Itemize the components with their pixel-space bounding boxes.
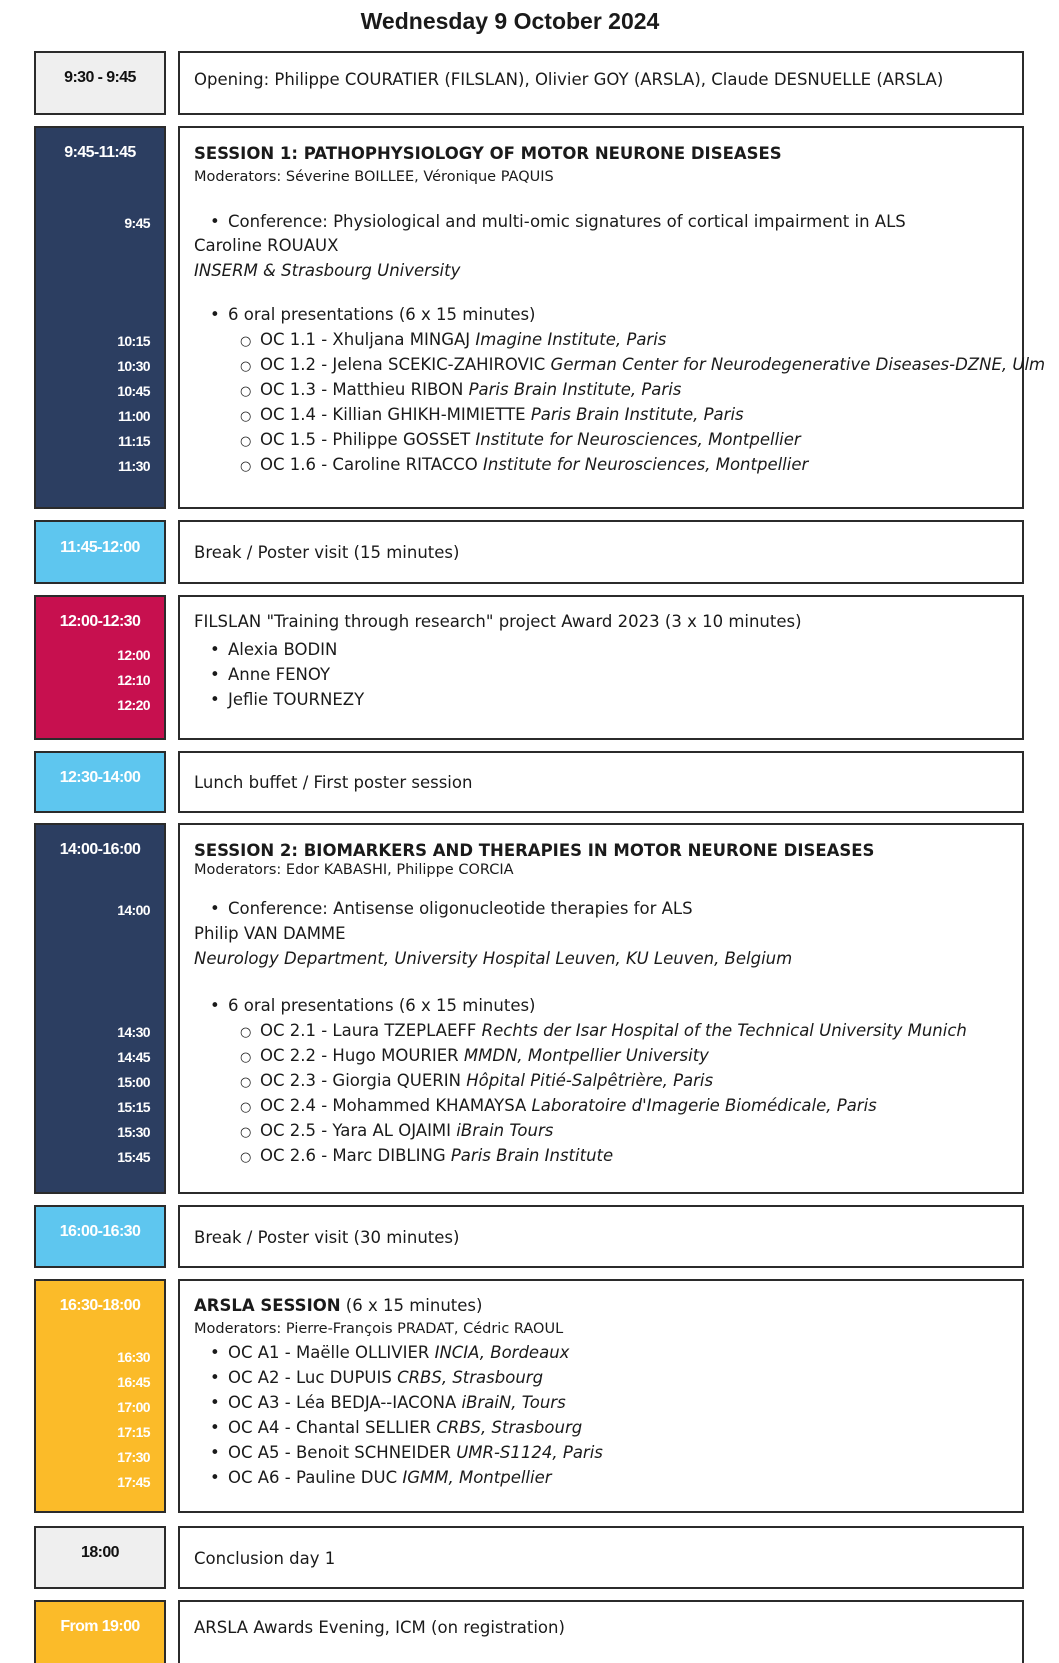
oral-institution: Hôpital Pitié-Salpêtrière, Paris <box>466 1071 714 1090</box>
break-text: Break / Poster visit (30 minutes) <box>194 1228 460 1247</box>
orals-heading <box>210 305 536 324</box>
oral-code: OC 2.2 - Hugo MOURIER <box>260 1046 464 1065</box>
affiliation: INSERM & Strasbourg University <box>194 261 461 280</box>
oral-code: OC A1 - Maëlle OLLIVIER <box>228 1343 435 1362</box>
bullet-icon: • <box>210 1443 220 1462</box>
slot-time: 14:30 <box>117 1024 150 1040</box>
oral-institution: Paris Brain Institute, Paris <box>468 380 682 399</box>
speaker: Philip VAN DAMME <box>194 924 346 943</box>
oral-institution: German Center for Neurodegenerative Diseases-DZNE, Ulm <box>550 355 1046 374</box>
award-title: FILSLAN "Training through research" project Award 2023 (3 x 10 minutes) <box>194 612 802 631</box>
circle-bullet-icon: ○ <box>240 1025 252 1040</box>
moderators: Moderators: Séverine BOILLEE, Véronique PAQUIS <box>194 169 554 185</box>
session-title: SESSION 2: BIOMARKERS AND THERAPIES IN MOTOR NEURONE DISEASES <box>194 841 875 860</box>
slot-time: 9:45 <box>124 215 150 231</box>
bullet-icon: • <box>210 899 220 918</box>
slot-time: 17:30 <box>117 1449 150 1465</box>
oral-code: OC 1.2 - Jelena SCEKIC-ZAHIROVIC <box>260 355 551 374</box>
oral-institution: iBraiN, Tours <box>461 1393 566 1412</box>
oral-code: OC A5 - Benoit SCHNEIDER <box>228 1443 457 1462</box>
slot-time: 17:15 <box>117 1424 150 1440</box>
moderators: Moderators: Edor KABASHI, Philippe CORCIA <box>194 862 514 878</box>
circle-bullet-icon: ○ <box>240 1125 252 1140</box>
time-box-lunch <box>34 751 166 813</box>
moderators: Moderators: Pierre-François PRADAT, Cédric RAOUL <box>194 1321 564 1337</box>
conclusion-text: Conclusion day 1 <box>194 1549 336 1568</box>
circle-bullet-icon: ○ <box>240 434 252 449</box>
oral-code: OC 1.1 - Xhuljana MINGAJ <box>260 330 476 349</box>
oral-institution: Paris Brain Institute <box>450 1146 614 1165</box>
time-range: 11:45-12:00 <box>60 539 140 556</box>
slot-time: 12:00 <box>117 647 150 663</box>
conference-item <box>210 212 906 231</box>
circle-bullet-icon: ○ <box>240 1075 252 1090</box>
oral-institution: Institute for Neurosciences, Montpellier <box>475 430 801 449</box>
time-range: 16:30-18:00 <box>59 1297 141 1314</box>
circle-bullet-icon: ○ <box>240 384 252 399</box>
oral-institution: Laboratoire d'Imagerie Biomédicale, Paris <box>531 1096 877 1115</box>
bullet-icon: • <box>210 1343 220 1362</box>
bullet-icon: • <box>210 996 220 1015</box>
orals-label: 6 oral presentations (6 x 15 minutes) <box>228 996 536 1015</box>
list-item <box>240 1046 709 1065</box>
list-item <box>210 690 364 709</box>
arsla-title: ARSLA SESSION <box>194 1296 341 1315</box>
time-box-session-1 <box>34 126 166 509</box>
bullet-icon: • <box>210 1393 220 1412</box>
list-item <box>210 640 337 659</box>
slot-time: 17:45 <box>117 1474 150 1490</box>
oral-institution: IGMM, Montpellier <box>402 1468 552 1487</box>
time-box-arsla <box>34 1279 166 1513</box>
list-item <box>240 430 801 449</box>
bullet-icon: • <box>210 665 220 684</box>
award-name: Jeflie TOURNEZY <box>228 690 365 709</box>
award-block <box>178 595 1024 740</box>
time-box-award <box>34 595 166 740</box>
conclusion-block <box>178 1526 1024 1589</box>
oral-code: OC 2.1 - Laura TZEPLAEFF <box>260 1021 482 1040</box>
circle-bullet-icon: ○ <box>240 459 252 474</box>
list-item <box>240 1071 713 1090</box>
conference-item <box>210 899 693 918</box>
slot-time: 17:00 <box>117 1399 150 1415</box>
circle-bullet-icon: ○ <box>240 1050 252 1065</box>
page-title: Wednesday 9 October 2024 <box>360 8 660 34</box>
slot-time: 15:00 <box>117 1074 150 1090</box>
bullet-icon: • <box>210 1418 220 1437</box>
oral-institution: CRBS, Strasbourg <box>397 1368 544 1387</box>
oral-code: OC 2.6 - Marc DIBLING <box>260 1146 451 1165</box>
orals-heading <box>210 996 536 1015</box>
list-item <box>240 405 744 424</box>
slot-time: 15:30 <box>117 1124 150 1140</box>
oral-code: OC 2.5 - Yara AL OJAIMI <box>260 1121 457 1140</box>
slot-time: 10:30 <box>117 358 150 374</box>
slot-time: 15:45 <box>117 1149 150 1165</box>
list-item <box>210 1443 603 1462</box>
break-2-block <box>178 1205 1024 1268</box>
time-box-break-2 <box>34 1205 166 1268</box>
speaker: Caroline ROUAUX <box>194 236 339 255</box>
list-item <box>240 355 1045 374</box>
time-box-opening <box>34 51 166 115</box>
circle-bullet-icon: ○ <box>240 409 252 424</box>
affiliation: Neurology Department, University Hospital Leuven, KU Leuven, Belgium <box>194 949 793 968</box>
oral-institution: Imagine Institute, Paris <box>475 330 667 349</box>
slot-time: 12:10 <box>117 672 150 688</box>
list-item <box>240 1021 967 1040</box>
list-item <box>210 1468 552 1487</box>
arsla-block <box>178 1279 1024 1513</box>
oral-institution: UMR-S1124, Paris <box>456 1443 603 1462</box>
award-name: Alexia BODIN <box>228 640 338 659</box>
list-item <box>210 1343 569 1362</box>
opening-text: Opening: Philippe COURATIER (FILSLAN), Olivier GOY (ARSLA), Claude DESNUELLE (ARSLA) <box>194 70 944 89</box>
evening-text: ARSLA Awards Evening, ICM (on registration) <box>194 1618 565 1637</box>
slot-time: 10:15 <box>117 333 150 349</box>
oral-code: OC A2 - Luc DUPUIS <box>228 1368 398 1387</box>
oral-institution: Rechts der Isar Hospital of the Technical University Munich <box>481 1021 967 1040</box>
oral-institution: Institute for Neurosciences, Montpellier <box>483 455 809 474</box>
time-box-evening <box>34 1600 166 1663</box>
time-range: 14:00-16:00 <box>59 841 141 858</box>
conference-title: Conference: Antisense oligonucleotide therapies for ALS <box>228 899 693 918</box>
list-item <box>240 1146 613 1165</box>
oral-institution: Paris Brain Institute, Paris <box>530 405 744 424</box>
time-box-session-2 <box>34 823 166 1194</box>
oral-code: OC 2.4 - Mohammed KHAMAYSA <box>260 1096 532 1115</box>
bullet-icon: • <box>210 690 220 709</box>
list-item <box>210 665 330 684</box>
arsla-heading <box>194 1296 482 1315</box>
session-2-block <box>178 823 1024 1194</box>
session-title: SESSION 1: PATHOPHYSIOLOGY OF MOTOR NEURONE DISEASES <box>194 144 782 163</box>
time-box-conclusion <box>34 1526 166 1589</box>
list-item <box>240 380 681 399</box>
time-range: 9:45-11:45 <box>64 144 136 161</box>
arsla-title-suffix: (6 x 15 minutes) <box>340 1296 483 1315</box>
break-text: Break / Poster visit (15 minutes) <box>194 543 460 562</box>
slot-time: 11:30 <box>117 458 150 474</box>
award-name: Anne FENOY <box>228 665 331 684</box>
circle-bullet-icon: ○ <box>240 1150 252 1165</box>
list-item <box>210 1418 582 1437</box>
slot-time: 16:30 <box>117 1349 150 1365</box>
conference-title: Conference: Physiological and multi-omic signatures of cortical impairment in ALS <box>228 212 906 231</box>
break-1-block <box>178 520 1024 584</box>
slot-time: 14:45 <box>117 1049 150 1065</box>
bullet-icon: • <box>210 212 220 231</box>
slot-time: 11:15 <box>117 433 150 449</box>
session-1-block <box>178 126 1046 509</box>
opening-block <box>178 51 1024 115</box>
slot-time: 10:45 <box>117 383 150 399</box>
time-range: 18:00 <box>81 1544 119 1561</box>
circle-bullet-icon: ○ <box>240 1100 252 1115</box>
slot-time: 12:20 <box>117 697 150 713</box>
oral-institution: CRBS, Strasbourg <box>436 1418 583 1437</box>
time-range: 12:00-12:30 <box>59 613 141 630</box>
bullet-icon: • <box>210 1468 220 1487</box>
oral-code: OC A3 - Léa BEDJA--IACONA <box>228 1393 462 1412</box>
time-box-break-1 <box>34 520 166 584</box>
orals-label: 6 oral presentations (6 x 15 minutes) <box>228 305 536 324</box>
bullet-icon: • <box>210 640 220 659</box>
list-item <box>240 1096 877 1115</box>
circle-bullet-icon: ○ <box>240 359 252 374</box>
slot-time: 14:00 <box>117 902 150 918</box>
circle-bullet-icon: ○ <box>240 334 252 349</box>
list-item <box>240 330 666 349</box>
slot-time: 11:00 <box>117 408 150 424</box>
bullet-icon: • <box>210 1368 220 1387</box>
slot-time: 15:15 <box>117 1099 150 1115</box>
time-range: 12:30-14:00 <box>59 769 141 786</box>
list-item <box>210 1368 543 1387</box>
oral-code: OC A4 - Chantal SELLIER <box>228 1418 437 1437</box>
list-item <box>240 455 808 474</box>
oral-code: OC 1.4 - Killian GHIKH-MIMIETTE <box>260 405 531 424</box>
oral-code: OC 1.5 - Philippe GOSSET <box>260 430 476 449</box>
oral-institution: MMDN, Montpellier University <box>463 1046 709 1065</box>
oral-institution: INCIA, Bordeaux <box>434 1343 570 1362</box>
lunch-text: Lunch buffet / First poster session <box>194 773 473 792</box>
oral-code: OC 2.3 - Giorgia QUERIN <box>260 1071 467 1090</box>
time-range: From 19:00 <box>60 1618 140 1635</box>
list-item <box>210 1393 566 1412</box>
slot-time: 16:45 <box>117 1374 150 1390</box>
oral-code: OC 1.6 - Caroline RITACCO <box>260 455 484 474</box>
lunch-block <box>178 751 1024 813</box>
list-item <box>240 1121 553 1140</box>
time-range: 9:30 - 9:45 <box>64 69 136 86</box>
oral-code: OC 1.3 - Matthieu RIBON <box>260 380 469 399</box>
time-range: 16:00-16:30 <box>59 1223 141 1240</box>
bullet-icon: • <box>210 305 220 324</box>
oral-code: OC A6 - Pauline DUC <box>228 1468 403 1487</box>
oral-institution: iBrain Tours <box>456 1121 554 1140</box>
evening-block <box>178 1600 1024 1663</box>
